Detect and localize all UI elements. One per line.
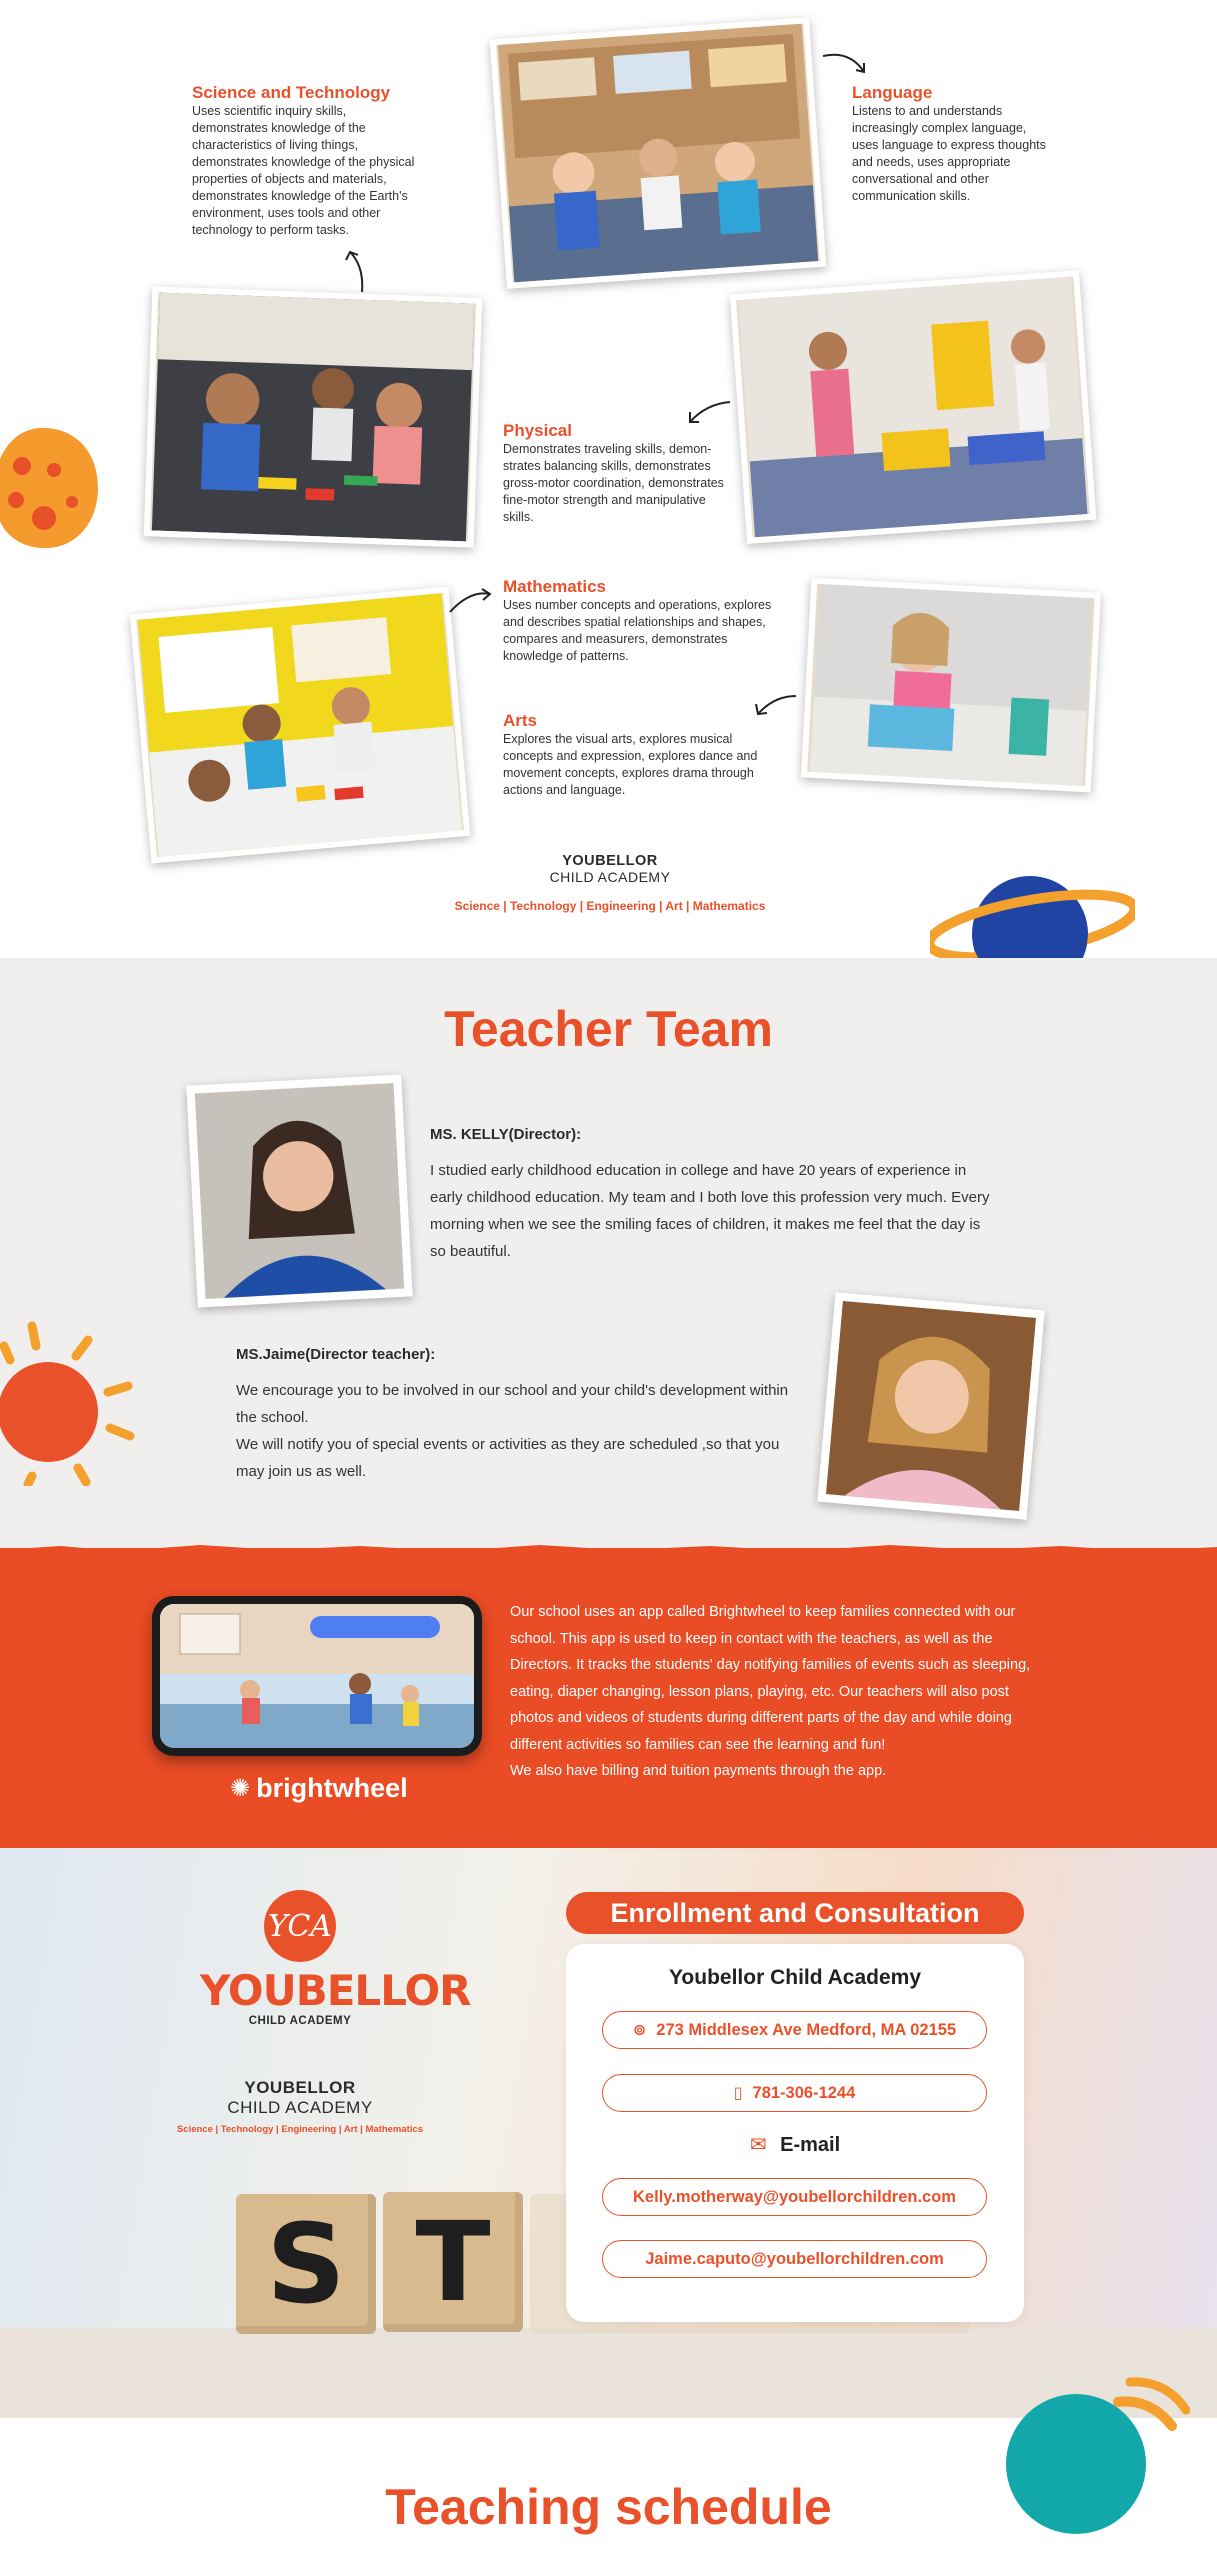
schedule-heading: Teaching schedule (385, 2479, 832, 2535)
arrow-icon (446, 586, 496, 616)
phone-icon: ▯ (733, 2085, 743, 2102)
brand-name: YOUBELLOR (562, 853, 658, 869)
domain-text: Listens to and understands increasingly complex language, uses language to express thoughts and needs, uses appropriate conversational and other communication skills. (852, 104, 1046, 203)
logo-sub: CHILD ACADEMY (248, 2015, 352, 2027)
cookie-icon (0, 424, 103, 554)
photo-gym-play (730, 270, 1097, 544)
email-pill[interactable] (602, 2240, 987, 2278)
teacher-name: MS. KELLY(Director): (430, 1126, 582, 1143)
enrollment-heading-pill (566, 1892, 1024, 1934)
teacher-kelly (430, 1126, 990, 1265)
torn-edge (0, 1540, 1217, 1556)
location-pin-icon: ⊚ (632, 2022, 647, 2039)
domain-text: Uses number concepts and operations, explores and describes spatial relationships and shapes, compares and measurers, demonstrates knowledge of patterns. (503, 598, 772, 663)
domain-title: Language (852, 83, 933, 102)
email-link[interactable]: Jaime.caputo@youbellorchildren.com (645, 2249, 944, 2268)
enrollment-section (0, 1848, 1217, 2418)
teacher-team-heading: Teacher Team (444, 1001, 773, 1057)
app-paragraph: We also have billing and tuition payments through the app. (510, 1763, 887, 1779)
arrow-icon (340, 246, 370, 296)
brand-mark (420, 853, 800, 913)
logo-initials: YCA (268, 1908, 332, 1944)
phone-pill[interactable] (602, 2074, 987, 2112)
teacher-bio: I studied early childhood education in college and have 20 years of experience in early childhood education. My team and I both love this profession very much. Every morning when we see the smiling faces of children, it makes me feel that the day is so beautiful. (430, 1162, 990, 1260)
phone-text: 781-306-1244 (752, 2083, 856, 2102)
domain-physical (503, 422, 733, 526)
address-text: 273 Middlesex Ave Medford, MA 02155 (656, 2020, 957, 2039)
wood-block: T (383, 2192, 523, 2332)
email-link[interactable]: Kelly.motherway@youbellorchildren.com (633, 2187, 956, 2206)
phone-mockup (152, 1596, 482, 1756)
domain-science (192, 84, 424, 239)
domain-title: Arts (503, 711, 538, 730)
teacher-bio: We will notify you of special events or activities as they are scheduled ,so that you may join us as well. (236, 1436, 780, 1480)
domain-arts (503, 712, 783, 799)
domain-language (852, 84, 1048, 205)
sun-icon (0, 1316, 140, 1486)
brand-tagline: Science | Technology | Engineering | Art | Mathematics (454, 899, 766, 913)
domain-text: Uses scientific inquiry skills, demonstrates knowledge of the characteristics of living things, demonstrates knowledge of the physical properties of objects and materials, demonstrates knowledge of the Earth's environment, uses tools and other technology to perform tasks. (192, 104, 415, 237)
brightwheel-wordmark: brightwheel (256, 1773, 408, 1803)
arrow-icon (820, 48, 870, 78)
photo-classroom-table (130, 587, 471, 864)
domain-title: Physical (503, 421, 572, 440)
teacher-jaime-photo (817, 1292, 1045, 1520)
arrow-icon (750, 690, 800, 720)
wood-block: S (236, 2194, 376, 2334)
envelope-icon: ✉ (749, 2134, 767, 2156)
teacher-bio: We encourage you to be involved in our school and your child's development within the school. (236, 1382, 789, 1426)
brand-subname: CHILD ACADEMY (549, 869, 671, 885)
domain-title: Science and Technology (192, 83, 391, 102)
arrow-icon (684, 398, 734, 428)
photo-toddlers-playing (144, 286, 483, 547)
domain-text: Explores the visual arts, explores musical concepts and expression, explores dance and movement concepts, explores drama through actions and language. (503, 732, 758, 797)
teacher-team-section (0, 958, 1217, 1548)
brightwheel-section (0, 1548, 1217, 1848)
domain-text: Demonstrates traveling skills, demon-strates balancing skills, demonstrates gross-motor coordination, demonstrates fine-motor strength and manipulative skills. (503, 442, 724, 524)
domain-title: Mathematics (503, 577, 606, 596)
photo-kids-at-shelves (490, 17, 827, 289)
domain-mathematics (503, 578, 783, 665)
brightwheel-description (510, 1599, 1040, 1785)
email-label-text: E-mail (780, 2134, 841, 2156)
brightwheel-icon: ✺ (230, 1775, 251, 1802)
brand-tagline: Science | Technology | Engineering | Art | Mathematics (176, 2124, 424, 2135)
enrollment-heading: Enrollment and Consultation (610, 1897, 980, 1928)
address-pill[interactable] (602, 2011, 987, 2049)
yca-logo (200, 1890, 471, 2027)
email-pill[interactable] (602, 2178, 987, 2216)
school-name: Youbellor Child Academy (668, 1966, 922, 1989)
photo-girl-with-tablet (801, 578, 1101, 793)
brand-mark-small (140, 2078, 460, 2135)
logo-word: YOUBELLOR (200, 1966, 471, 2015)
email-label (566, 2132, 1024, 2157)
app-paragraph: Our school uses an app called Brightwheel to keep families connected with our school. This app is used to keep in contact with the teachers, as well as the Directors. It tracks the students' day notifying families of events such as sleeping, eating, diaper changing, lesson plans, playing, etc. Our teachers will also post photos and videos of students during different parts of the day and while doing different activities so families can see the learning and fun! (510, 1604, 1031, 1753)
teacher-name: MS.Jaime(Director teacher): (236, 1346, 436, 1363)
brand-subname: CHILD ACADEMY (227, 2098, 373, 2117)
teacher-jaime (236, 1346, 806, 1485)
logo-badge (264, 1890, 336, 1962)
teacher-kelly-photo (186, 1075, 412, 1308)
brightwheel-logo (230, 1773, 408, 1804)
brand-name: YOUBELLOR (244, 2078, 356, 2097)
